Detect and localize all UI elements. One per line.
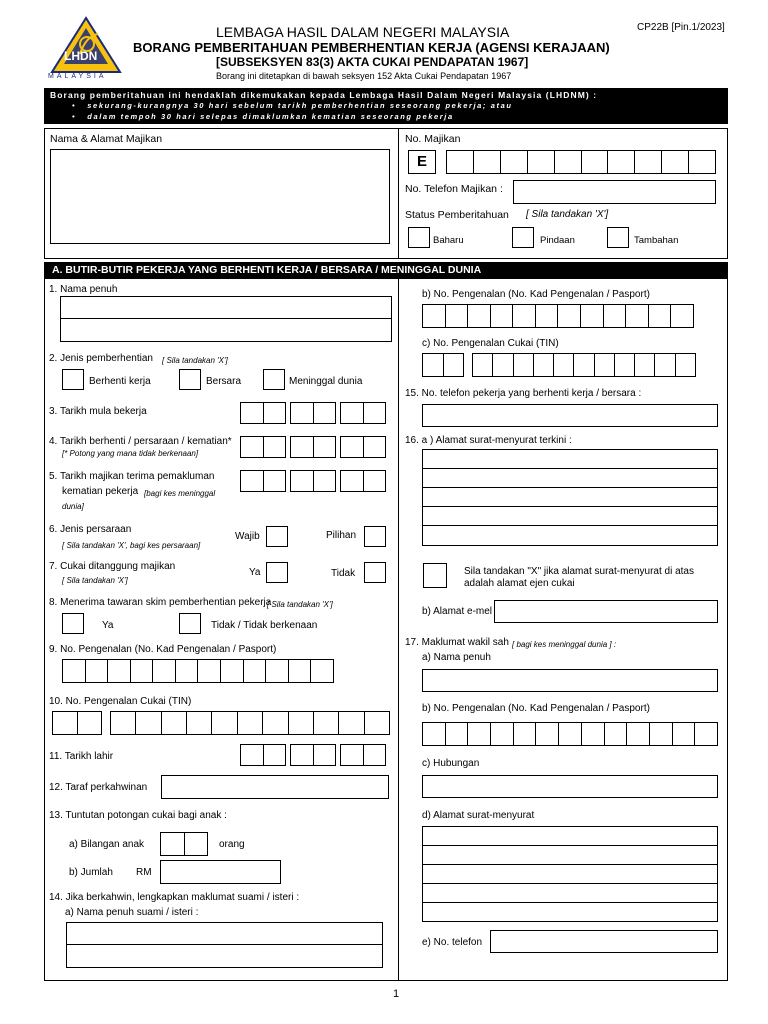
- q11-year[interactable]: [340, 744, 386, 766]
- q15-phone-field[interactable]: [422, 404, 718, 427]
- section-a-header: [44, 262, 728, 279]
- title-subsection: [SUBSEKSYEN 83(3) AKTA CUKAI PENDAPATAN 1967]: [216, 55, 529, 69]
- q5-year[interactable]: [340, 470, 386, 492]
- q14c-label: c) No. Pengenalan Cukai (TIN): [422, 338, 559, 349]
- q5-hint-2: dunia]: [62, 502, 84, 511]
- status-label: Status Pemberitahuan: [405, 209, 509, 221]
- q13b-unit: RM: [136, 867, 152, 878]
- q10-label: 10. No. Pengenalan Cukai (TIN): [49, 696, 192, 707]
- q8-hint: [ Sila tandakan 'X']: [267, 600, 333, 609]
- section-a-divider: [398, 279, 399, 981]
- q6-label: 6. Jenis persaraan: [49, 524, 132, 535]
- q16b-email-field[interactable]: [494, 600, 718, 623]
- status-hint: [ Sila tandakan 'X']: [526, 209, 609, 220]
- logo-text: LHDN: [64, 49, 98, 63]
- q5-hint-1: [bagi kes meninggal: [144, 489, 216, 498]
- q4-year[interactable]: [340, 436, 386, 458]
- q6-wajib-checkbox[interactable]: [266, 526, 288, 547]
- q14b-id-field[interactable]: [422, 304, 694, 328]
- title-agency: LEMBAGA HASIL DALAM NEGERI MALAYSIA: [216, 24, 510, 40]
- q7-tidak-checkbox[interactable]: [364, 562, 386, 583]
- employer-address-field[interactable]: [50, 149, 390, 244]
- q2-bersara-checkbox[interactable]: [179, 369, 201, 390]
- q9-id-field[interactable]: [62, 659, 334, 683]
- q13b-amount-field[interactable]: [160, 860, 281, 884]
- q4-month[interactable]: [290, 436, 336, 458]
- q5-label: 5. Tarikh majikan terima pemakluman: [49, 471, 215, 482]
- title-note: Borang ini ditetapkan di bawah seksyen 152 Akta Cukai Pendapatan 1967: [216, 71, 512, 81]
- q17-label: 17. Maklumat wakil sah: [405, 637, 509, 648]
- page-number: 1: [393, 988, 400, 1000]
- q17a-label: a) Nama penuh: [422, 652, 491, 663]
- q1-name-field[interactable]: [60, 296, 392, 342]
- q7-tidak-label: Tidak: [331, 568, 356, 579]
- q8-tidak-label: Tidak / Tidak berkenaan: [211, 620, 318, 631]
- q16a-address-field[interactable]: [422, 449, 718, 546]
- employer-divider: [398, 128, 399, 259]
- employer-no-label: No. Majikan: [405, 133, 461, 145]
- banner-bullet1: • sekurang-kurangnya 30 hari sebelum tarikh pemberhentian seseorang pekerja; atau: [72, 101, 513, 110]
- section-a-title: A. BUTIR-BUTIR PEKERJA YANG BERHENTI KERJA / BERSARA / MENINGGAL DUNIA: [52, 264, 482, 276]
- q8-ya-label: Ya: [102, 620, 114, 631]
- q8-label: 8. Menerima tawaran skim pemberhentian pekerja: [49, 597, 272, 608]
- status-pindaan-label: Pindaan: [540, 235, 575, 246]
- q17b-id-field[interactable]: [422, 722, 718, 746]
- q17b-label: b) No. Pengenalan (No. Kad Pengenalan / Pasport): [422, 703, 650, 714]
- q14a-label: a) Nama penuh suami / isteri :: [65, 907, 199, 918]
- q7-label: 7. Cukai ditanggung majikan: [49, 561, 176, 572]
- q7-ya-checkbox[interactable]: [266, 562, 288, 583]
- q2-bersara-label: Bersara: [206, 376, 242, 387]
- q16-agent-checkbox[interactable]: [423, 563, 447, 588]
- q15-label: 15. No. telefon pekerja yang berhenti kerja / bersara :: [405, 388, 642, 399]
- q6-pilihan-checkbox[interactable]: [364, 526, 386, 547]
- q12-marital-field[interactable]: [161, 775, 389, 799]
- q2-meninggal-checkbox[interactable]: [263, 369, 285, 390]
- q1-label: 1. Nama penuh: [49, 284, 118, 295]
- q12-label: 12. Taraf perkahwinan: [49, 782, 148, 793]
- logo-sub: MALAYSIA: [48, 73, 107, 80]
- q2-label: 2. Jenis pemberhentian: [49, 353, 153, 364]
- q14c-tin-prefix[interactable]: [422, 353, 464, 377]
- q7-hint: [ Sila tandakan 'X']: [62, 576, 128, 585]
- employer-phone-field[interactable]: [513, 180, 716, 204]
- q5-day[interactable]: [240, 470, 286, 492]
- q17c-relationship-field[interactable]: [422, 775, 718, 798]
- status-pindaan-checkbox[interactable]: [512, 227, 534, 248]
- q13a-children-field[interactable]: [160, 832, 208, 856]
- q13b-label: b) Jumlah: [69, 867, 113, 878]
- q8-ya-checkbox[interactable]: [62, 613, 84, 634]
- q7-ya-label: Ya: [249, 567, 261, 578]
- q6-pilihan-label: Pilihan: [326, 530, 357, 541]
- q2-berhenti-label: Berhenti kerja: [89, 376, 151, 387]
- status-baharu-label: Baharu: [433, 235, 464, 246]
- q3-year[interactable]: [340, 402, 386, 424]
- q11-label: 11. Tarikh lahir: [49, 751, 114, 762]
- q17e-phone-field[interactable]: [490, 930, 718, 953]
- q3-month[interactable]: [290, 402, 336, 424]
- q14c-tin-field[interactable]: [472, 353, 696, 377]
- q11-day[interactable]: [240, 744, 286, 766]
- q14-label: 14. Jika berkahwin, lengkapkan maklumat suami / isteri :: [49, 892, 300, 903]
- q13a-label: a) Bilangan anak: [69, 839, 145, 850]
- q2-meninggal-label: Meninggal dunia: [289, 376, 363, 387]
- q16-note-2: adalah alamat ejen cukai: [464, 578, 575, 589]
- employer-no-field[interactable]: [446, 150, 716, 174]
- q14a-spouse-name-field[interactable]: [66, 922, 383, 968]
- q13a-unit: orang: [219, 839, 245, 850]
- q4-hint: [* Potong yang mana tidak berkenaan]: [62, 449, 199, 458]
- status-tambahan-label: Tambahan: [634, 235, 679, 246]
- q13-label: 13. Tuntutan potongan cukai bagi anak :: [49, 810, 227, 821]
- employer-name-label: Nama & Alamat Majikan: [50, 133, 163, 145]
- q9-label: 9. No. Pengenalan (No. Kad Pengenalan / Pasport): [49, 644, 277, 655]
- employer-phone-label: No. Telefon Majikan :: [405, 183, 503, 195]
- q17d-address-field[interactable]: [422, 826, 718, 922]
- q10-tin-field[interactable]: [110, 711, 390, 735]
- q5-month[interactable]: [290, 470, 336, 492]
- q2-berhenti-checkbox[interactable]: [62, 369, 84, 390]
- q16b-label: b) Alamat e-mel: [422, 606, 493, 617]
- q6-hint: [ Sila tandakan 'X', bagi kes persaraan]: [62, 541, 201, 550]
- q4-label: 4. Tarikh berhenti / persaraan / kematian*: [49, 436, 232, 447]
- employer-prefix: E: [408, 150, 436, 174]
- lhdn-logo: [46, 16, 126, 82]
- q6-wajib-label: Wajib: [235, 531, 260, 542]
- banner-line1: Borang pemberitahuan ini hendaklah dikemukakan kepada Lembaga Hasil Dalam Negeri Malaysia (LHDNM) :: [50, 90, 598, 100]
- q3-label: 3. Tarikh mula bekerja: [49, 406, 147, 417]
- title-form: BORANG PEMBERITAHUAN PEMBERHENTIAN KERJA (AGENSI KERAJAAN): [133, 40, 610, 55]
- form-code: CP22B [Pin.1/2023]: [637, 22, 725, 33]
- q5-label-2: kematian pekerja: [62, 486, 139, 497]
- status-baharu-checkbox[interactable]: [408, 227, 430, 248]
- q16a-label: 16. a ) Alamat surat-menyurat terkini :: [405, 435, 572, 446]
- instruction-banner: [44, 88, 728, 124]
- q17a-name-field[interactable]: [422, 669, 718, 692]
- q14b-label: b) No. Pengenalan (No. Kad Pengenalan / Pasport): [422, 289, 650, 300]
- q3-day[interactable]: [240, 402, 286, 424]
- q2-hint: [ Sila tandakan 'X']: [162, 356, 228, 365]
- q16-note-1: Sila tandakan "X" jika alamat surat-menyurat di atas: [464, 566, 694, 577]
- q10-tin-prefix[interactable]: [52, 711, 102, 735]
- banner-bullet2: • dalam tempoh 30 hari selepas dimaklumkan kematian seseorang pekerja: [72, 112, 454, 121]
- q4-day[interactable]: [240, 436, 286, 458]
- q17c-label: c) Hubungan: [422, 758, 480, 769]
- q11-month[interactable]: [290, 744, 336, 766]
- status-tambahan-checkbox[interactable]: [607, 227, 629, 248]
- q8-tidak-checkbox[interactable]: [179, 613, 201, 634]
- q17d-label: d) Alamat surat-menyurat: [422, 810, 535, 821]
- q17-hint: [ bagi kes meninggal dunia ] :: [512, 640, 617, 649]
- q17e-label: e) No. telefon: [422, 937, 483, 948]
